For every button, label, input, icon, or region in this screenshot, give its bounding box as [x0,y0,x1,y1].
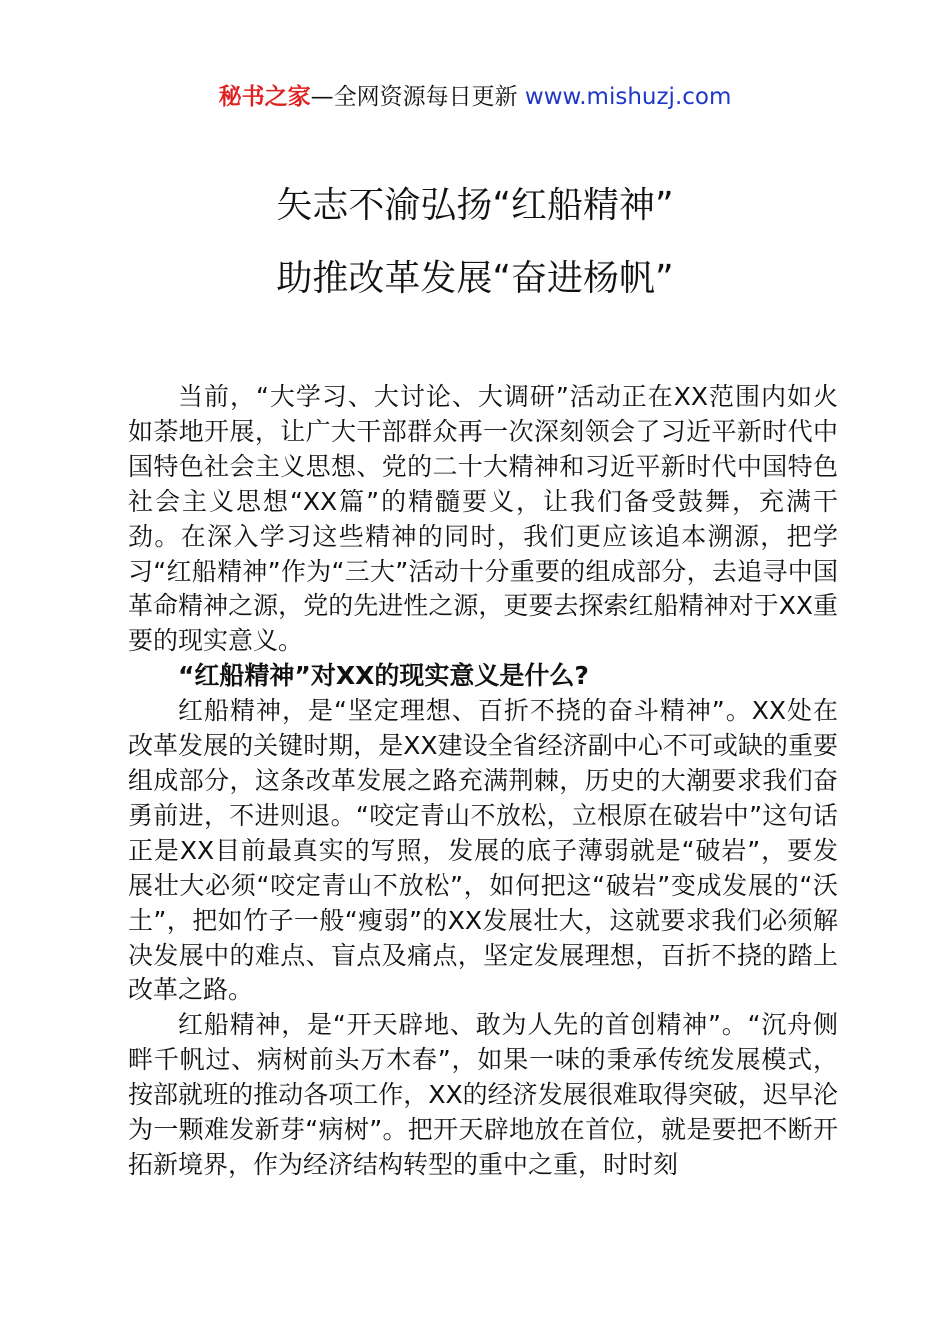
document-title-line-1: 矢志不渝弘扬“红船精神” [276,185,674,226]
document-body [128,380,838,1183]
site-header [0,80,950,114]
paragraph-intro: 当前，“大学习、大讨论、大调研”活动正在XX范围内如火如荼地开展，让广大干部群众再一次深刻领会了习近平新时代中国特色社会主义思想、党的二十大精神和习近平新时代中国特色社会主义思想“XX篇”的精髓要义，让我们备受鼓舞，充满干劲。在深入学习这些精神的同时，我们更应该追本溯源，把学习“红船精神”作为“三大”活动十分重要的组成部分，去追寻中国革命精神之源，党的先进性之源，更要去探索红船精神对于XX重要的现实意义。 [128,382,838,656]
paragraph-pioneering-spirit: 红船精神，是“开天辟地、敢为人先的首创精神”。“沉舟侧畔千帆过、病树前头万木春”，如果一味的秉承传统发展模式，按部就班的推动各项工作，XX的经济发展很难取得突破，迟早沦为一颗难发新芽“病树”。把开天辟地放在首位，就是要把不断开拓新境界，作为经济结构转型的重中之重，时时刻 [128,1010,838,1179]
site-brand: 秘书之家 [218,84,311,110]
site-url-link[interactable]: www.mishuzj.com [524,84,732,110]
site-tagline: —全网资源每日更新 [310,84,525,110]
section-heading: “红船精神”对XX的现实意义是什么? [178,661,589,691]
paragraph-struggle-spirit: 红船精神，是“坚定理想、百折不挠的奋斗精神”。XX处在改革发展的关键时期，是XX建设全省经济副中心不可或缺的重要组成部分，这条改革发展之路充满荆棘，历史的大潮要求我们奋勇前进，不进则退。“咬定青山不放松，立根原在破岩中”这句话正是XX目前最真实的写照，发展的底子薄弱就是“破岩”，要发展壮大必须“咬定青山不放松”，如何把这“破岩”变成发展的“沃土”，把如竹子一般“瘦弱”的XX发展壮大，这就要求我们必须解决发展中的难点、盲点及痛点，坚定发展理想，百折不挠的踏上改革之路。 [128,696,838,1005]
document-title-line-2: 助推改革发展“奋进杨帆” [276,258,674,299]
